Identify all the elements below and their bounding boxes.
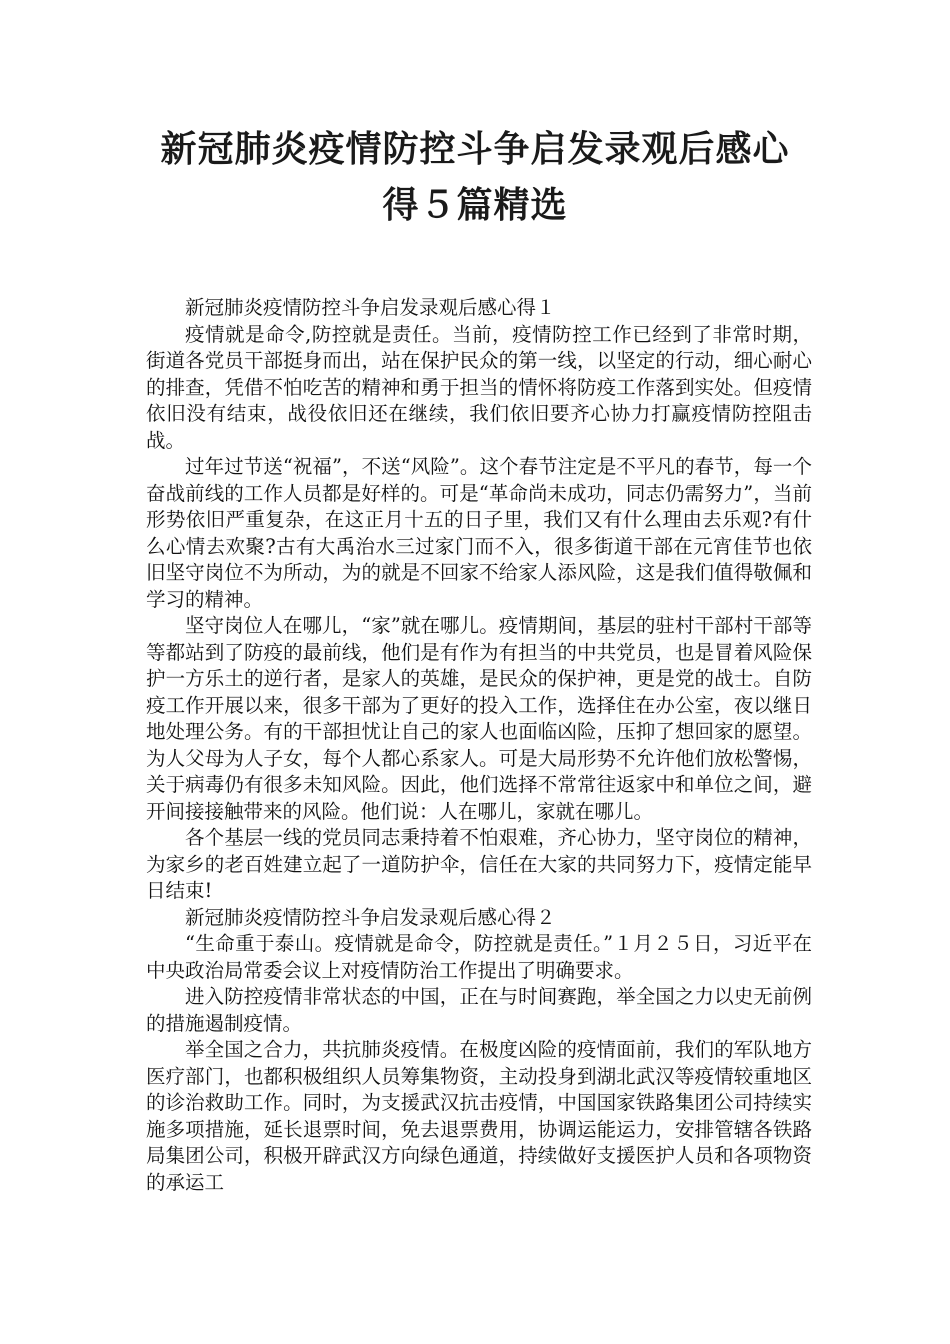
title-line-1: 新冠肺炎疫情防控斗争启发录观后感心 [160, 129, 790, 170]
section-heading-1: 新冠肺炎疫情防控斗争启发录观后感心得１ [185, 296, 556, 319]
document-body [146, 295, 812, 1196]
paragraph: “生命重于泰山。疫情就是命令，防控就是责任。”１月２５日，习近平在中央政治局常委会议上对疫情防治工作提出了明确要求。 [146, 932, 812, 982]
paragraph: 坚守岗位人在哪儿，“家”就在哪儿。疫情期间，基层的驻村干部村干部等等都站到了防疫的最前线，他们是有作为有担当的中共党员，也是冒着风险保护一方乐土的逆行者，是家人的英雄，是民众的保护神，更是党的战士。自防疫工作开展以来，很多干部为了更好的投入工作，选择住在办公室，夜以继日地处理公务。有的干部担忧让自己的家人也面临凶险，压抑了想回家的愿望。为人父母为人子女，每个人都心系家人。可是大局形势不允许他们放松警惕，关于病毒仍有很多未知风险。因此，他们选择不常常往返家中和单位之间，避开间接接触带来的风险。他们说：人在哪儿，家就在哪儿。 [146, 614, 812, 823]
paragraph: 举全国之合力，共抗肺炎疫情。在极度凶险的疫情面前，我们的军队地方医疗部门，也都积极组织人员筹集物资，主动投身到湖北武汉等疫情较重地区的诊治救助工作。同时，为支援武汉抗击疫情，中国国家铁路集团公司持续实施多项措施，延长退票时间，免去退票费用，协调运能运力，安排管辖各铁路局集团公司，积极开辟武汉方向绿色通道，持续做好支援医护人员和各项物资的承运工 [146, 1038, 812, 1194]
document-title [120, 122, 830, 234]
paragraph: 疫情就是命令,防控就是责任。当前，疫情防控工作已经到了非常时期，街道各党员干部挺身而出，站在保护民众的第一线，以坚定的行动，细心耐心的排查，凭借不怕吃苦的精神和勇于担当的情怀将防疫工作落到实处。但疫情依旧没有结束，战役依旧还在继续，我们依旧要齐心协力打赢疫情防控阻击战。 [146, 322, 812, 452]
paragraph: 过年过节送“祝福”，不送“风险”。这个春节注定是不平凡的春节，每一个奋战前线的工作人员都是好样的。可是“革命尚未成功，同志仍需努力”，当前形势依旧严重复杂，在这正月十五的日子里，我们又有什么理由去乐观?有什么心情去欢聚?古有大禹治水三过家门而不入，很多街道干部在元宵佳节也依旧坚守岗位不为所动，为的就是不回家不给家人添风险，这是我们值得敬佩和学习的精神。 [146, 455, 812, 611]
paragraph: 进入防控疫情非常状态的中国，正在与时间赛跑，举全国之力以史无前例的措施遏制疫情。 [146, 985, 812, 1035]
section-heading-2: 新冠肺炎疫情防控斗争启发录观后感心得２ [185, 905, 556, 929]
title-line-2: 得５篇精选 [382, 185, 568, 226]
paragraph: 各个基层一线的党员同志秉持着不怕艰难，齐心协力，坚守岗位的精神，为家乡的老百姓建立起了一道防护伞，信任在大家的共同努力下，疫情定能早日结束! [146, 826, 812, 902]
